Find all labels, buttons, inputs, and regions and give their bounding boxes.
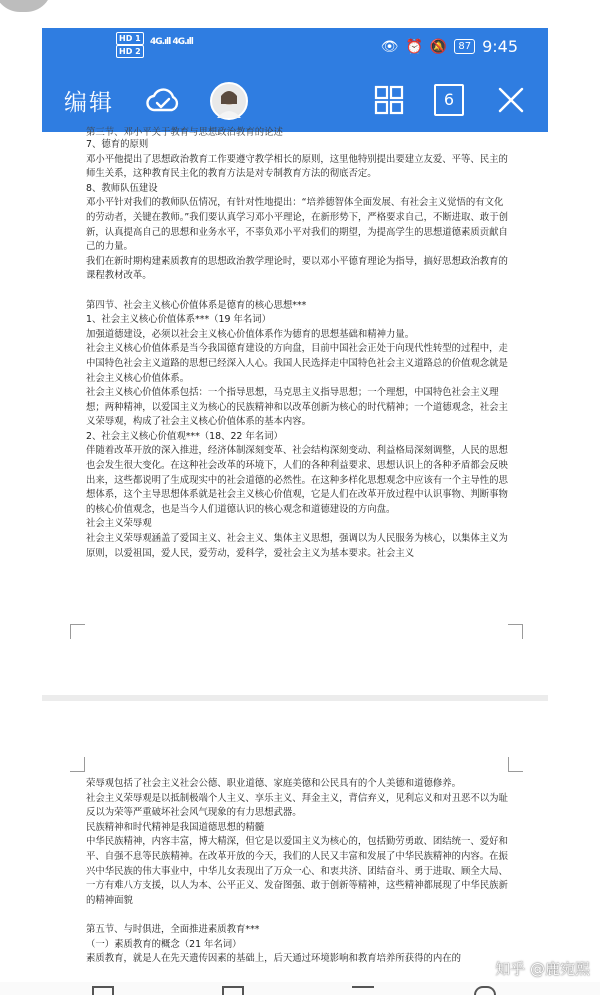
alarm-off-icon: ⏰ [405,38,423,55]
edit-button[interactable]: 编辑 [64,90,114,116]
section-heading: 第五节、与时俱进，全面推进素质教育*** [86,923,260,935]
document-viewer-header [42,28,548,132]
heading: 8、教师队伍建设 [86,182,158,194]
zhihu-watermark: 知乎 @鹿宛熙 [495,960,590,978]
page-2-text [86,777,511,967]
paragraph: 中华民族精神，内容丰富，博大精深，但它是以爱国主义为核心的，包括勤劳勇敢、团结统一、爱好和平、自强不息等民族精神。在改革开放的今天，我们的人民又丰富和发展了中华民族精神的内容。在振兴中华民族的伟大事业中，中华儿女表现出了万众一心、和衷共济、团结奋斗、勇于进取、顾全大局、一方有难八方支援，以人为本、公平正义、发奋图强、敢于创新等精神，这些精神都展现了中华民族新的精神面貌 [86,836,508,906]
avatar-portrait-icon [212,84,246,118]
sim1-label: HD 1 [116,32,144,45]
document-page-2 [42,701,548,995]
bottom-tool-icon[interactable] [352,986,374,995]
cut-off-line: 第三节、邓小平关于教育与思想政治教育的论述 [86,127,283,138]
page-1-text [86,138,511,561]
status-icons [381,37,518,56]
mute-icon: 🔕 [429,38,448,55]
heading: 民族精神和时代精神是我国道德思想的精髓 [86,821,265,833]
paragraph: 社会主义核心价值体系包括：一个指导思想，马克思主义指导思想；一个理想，中国特色社会主义理想；两种精神，以爱国主义为核心的民族精神和以改革创新为核心的时代精神；一个道德观念，社会主义荣辱观，构成了社会主义核心价值体系的基本内容。 [86,387,508,428]
paragraph: 素质教育，就是人在先天遗传因素的基础上，后天通过环境影响和教育培养所获得的内在的 [86,953,462,965]
paragraph: 荣辱观包括了社会主义社会公德、职业道德、家庭美德和公民具有的个人美德和道德修养。 [86,778,462,789]
clock: 9:45 [482,37,518,56]
battery-level: 87 [454,39,475,54]
bottom-tool-icon[interactable] [474,986,496,995]
crop-mark [70,624,85,639]
cloud-sync-icon[interactable] [146,86,180,116]
paragraph: 社会主义荣辱观是以抵制极端个人主义、享乐主义、拜金主义，背信弃义，见利忘义和对丑恶不以为耻反以为荣等严重破坏社会风气现象的有力思想武器。 [86,792,508,819]
heading: 2、社会主义核心价值观***（18、22 年名词） [86,430,283,442]
sim2-label: HD 2 [116,45,144,58]
crop-mark [70,757,85,772]
toolbar [42,80,548,124]
section-heading: 第四节、社会主义核心价值体系是德育的核心思想*** [86,299,307,311]
eye-icon: 👁 [380,38,399,55]
paragraph: 我们在新时期构建素质教育的思想政治教学理论时，要以邓小平德育理论为指导，搞好思想政治教育的课程教材改革。 [86,255,508,282]
paragraph: 加强道德建设，必须以社会主义核心价值体系作为德育的思想基础和精神力量。 [86,328,415,340]
paragraph: 社会主义荣辱观涵盖了爱国主义、社会主义、集体主义思想，强调以为人民服务为核心，以集体主义为原则，以爱祖国，爱人民，爱劳动，爱科学，爱社会主义为基本要求。社会主义 [86,533,508,559]
grid-view-icon[interactable] [374,85,404,115]
status-bar [42,28,548,64]
bottom-tool-icon[interactable] [92,986,114,995]
paragraph: 社会主义核心价值体系是当今我国德育建设的方向盘，目前中国社会正处于向现代性转型的过程中，走中国特色社会主义道路的思想已经深入人心。我国人民选择走中国特色社会主义道路总的价值观念就是社会主义核心价值体系。 [86,343,508,384]
heading: 1、社会主义核心价值体系***（19 年名词） [86,314,271,326]
close-icon[interactable] [496,85,526,115]
background-avatar [0,0,52,12]
blank-line [86,284,511,299]
crop-mark [508,624,523,639]
blank-line [86,908,511,923]
bottom-toolbar [0,982,600,995]
document-page-1 [42,127,548,698]
paragraph: 伴随着改革开放的深入推进，经济体制深刻变革、社会结构深刻变动、利益格局深刻调整，人民的思想也会发生很大变化。在这种社会改革的环境下，人们的各种利益要求、思想认识上的各种矛盾都会反映出来，这些都说明了生成现实中的社会道德的必然性。在这种多样化思想观念中应该有一个主导性的思想体系，这个主导思想体系就是社会主义核心价值观，它是人们在改革开放过程中认识事物、判断事物的核心价值观念，也是当今人们道德认识的核心观念和道德建设的方向盘。 [86,445,508,515]
paragraph: 邓小平针对我们的教师队伍情况，有针对性地提出：“培养德智体全面发展、有社会主义觉悟的有文化的劳动者，关键在教师。”我们要认真学习邓小平理论，在新形势下，严格要求自己，不断进取、敢于创新，认真提高自己的思想和业务水平，不辜负邓小平对我们的期望，为提高学生的思想道德素质贡献自己的力量。 [86,197,509,253]
heading: （一）素质教育的概念（21 年名词） [86,938,242,950]
background-app-strip [0,0,600,28]
paragraph: 邓小平他提出了思想政治教育工作要遵守教学相长的原则，这里他特别提出要建立友爱、平等、民主的师生关系，这种教育民主化的教育方法是对专制教育方法的彻底否定。 [86,153,508,180]
heading: 社会主义荣辱观 [86,518,152,530]
heading: 7、德育的原则 [86,139,149,150]
crop-mark [508,757,523,772]
network-status [116,32,146,58]
bottom-tool-icon[interactable] [222,986,244,995]
page-count-button[interactable]: 6 [434,84,464,116]
signal-icon: 4G.ıll 4G.ıll [150,37,193,47]
user-avatar[interactable] [210,82,248,120]
